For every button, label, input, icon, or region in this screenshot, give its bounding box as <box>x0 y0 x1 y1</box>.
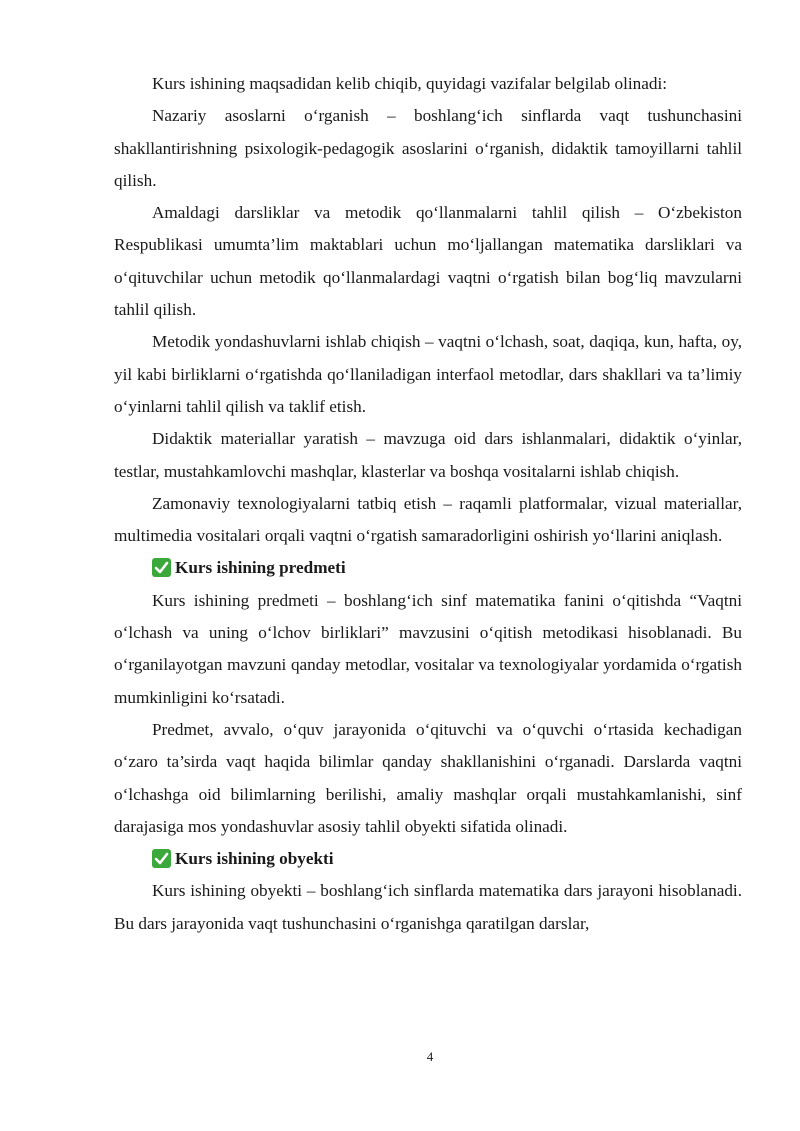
section-heading-predmeti <box>114 552 742 584</box>
check-mark-icon <box>152 849 171 868</box>
check-mark-icon <box>152 558 171 577</box>
paragraph-task-textbooks: Amaldagi darsliklar va metodik qo‘llanmalarni tahlil qilish – O‘zbekiston Respublikasi umumta’lim maktablari uchun mo‘ljallangan matematika darsliklari va o‘qituvchilar uchun metodik qo‘llanmalardagi vaqtni o‘rgatish bilan bog‘liq mavzularni tahlil qilish. <box>114 203 742 320</box>
section-heading-text: Kurs ishining predmeti <box>175 558 346 578</box>
page-number: 4 <box>426 1049 434 1064</box>
paragraph-task-methods: Metodik yondashuvlarni ishlab chiqish – vaqtni o‘lchash, soat, daqiqa, kun, hafta, oy, yil kabi birliklarni o‘rgatishda qo‘llaniladigan interfaol metodlar, dars shakllari va ta’limiy o‘yinlarni tahlil qilish va taklif etish. <box>114 332 742 416</box>
paragraph-tasks-intro: Kurs ishining maqsadidan kelib chiqib, quyidagi vazifalar belgilab olinadi: <box>152 74 668 93</box>
paragraph-task-materials: Didaktik materiallar yaratish – mavzuga oid dars ishlanmalari, didaktik o‘yinlar, testlar, mustahkamlovchi mashqlar, klasterlar va boshqa vositalarni ishlab chiqish. <box>114 429 742 481</box>
document-page <box>114 68 742 940</box>
paragraph-task-technologies: Zamonaviy texnologiyalarni tatbiq etish – raqamli platformalar, vizual materiallar, multimedia vositalari orqali vaqtni o‘rgatish samaradorligini oshirish yo‘llarini aniqlash. <box>114 493 742 546</box>
paragraph-predmeti-1: Kurs ishining predmeti – boshlang‘ich sinf matematika fanini o‘qitishda “Vaqtni o‘lchash va uning o‘lchov birliklari” mavzusini o‘qitish metodikasi hisoblanadi. Bu o‘rganilayotgan mavzuni qanday metodlar, vositalar va texnologiyalar yordamida o‘rgatish mumkinligini ko‘rsatadi. <box>114 590 742 707</box>
section-heading-text: Kurs ishining obyekti <box>175 849 334 869</box>
section-heading-obyekti <box>114 843 742 875</box>
paragraph-task-theory: Nazariy asoslarni o‘rganish – boshlang‘ich sinflarda vaqt tushunchasini shakllantirishning psixologik-pedagogik asoslarini o‘rganish, didaktik tamoyillarni tahlil qilish. <box>114 106 742 190</box>
paragraph-obyekti-1: Kurs ishining obyekti – boshlang‘ich sinflarda matematika dars jarayoni hisoblanadi. Bu dars jarayonida vaqt tushunchasini o‘rganishga qaratilgan darslar, <box>114 881 742 933</box>
paragraph-predmeti-2: Predmet, avvalo, o‘quv jarayonida o‘qituvchi va o‘quvchi o‘rtasida kechadigan o‘zaro ta’sirda vaqt haqida bilimlar qanday shakllanishini o‘rganadi. Darslarda vaqtni o‘lchashga oid bilimlarning berilishi, amaliy mashqlar orqali mustahkamlanishi, sinf darajasiga mos yondashuvlar asosiy tahlil obyekti sifatida olinadi. <box>114 719 742 836</box>
